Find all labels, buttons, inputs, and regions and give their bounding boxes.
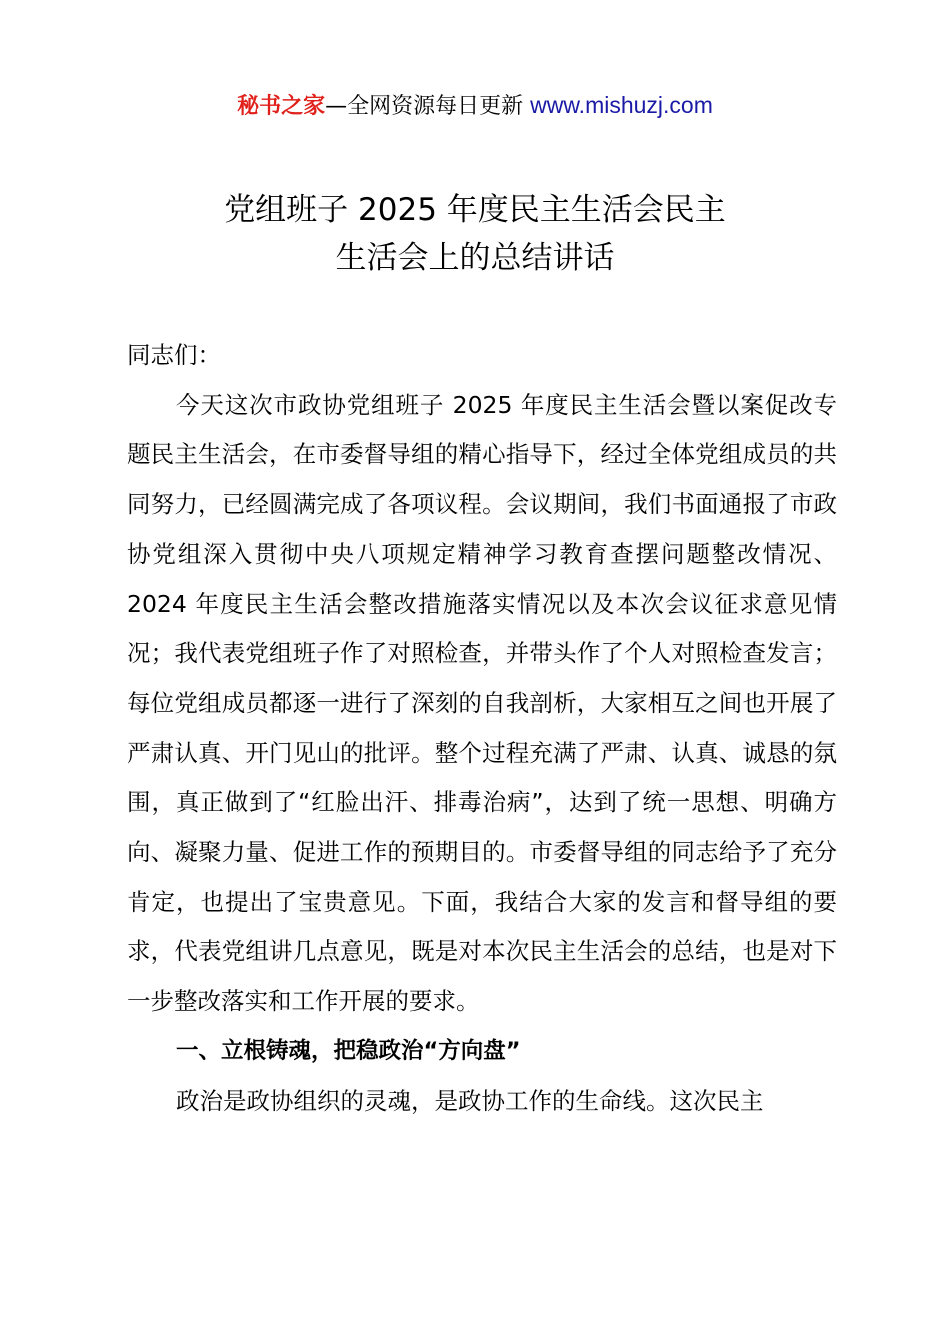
site-brand: 秘书之家 xyxy=(237,94,326,119)
paragraph-2: 政治是政协组织的灵魂，是政协工作的生命线。这次民主 xyxy=(176,1086,764,1115)
title-line-1: 党组班子 2025 年度民主生活会民主 xyxy=(224,192,726,228)
site-tagline: —全网资源每日更新 xyxy=(325,94,524,119)
document-body xyxy=(127,331,837,1126)
salutation: 同志们： xyxy=(127,341,221,369)
paragraph-1: 今天这次市政协党组班子 2025 年度民主生活会暨以案促改专题民主生活会，在市委督导组的精心指导下，经过全体党组成员的共同努力，已经圆满完成了各项议程。会议期间，我们书面通报了市政协党组深入贯彻中央八项规定精神学习教育查摆问题整改情况、2024 年度民主生活会整改措施落实情况以及本次会议征求意见情况；我代表党组班子作了对照检查，并带头作了个人对照检查发言；每位党组成员都逐一进行了深刻的自我剖析，大家相互之间也开展了严肃认真、开门见山的批评。整个过程充满了严肃、认真、诚恳的氛围，真正做到了“红脸出汗、排毒治病”，达到了统一思想、明确方向、凝聚力量、促进工作的预期目的。市委督导组的同志给予了充分肯定，也提出了宝贵意见。下面，我结合大家的发言和督导组的要求，代表党组讲几点意见，既是对本次民主生活会的总结，也是对下一步整改落实和工作开展的要求。 xyxy=(127,390,837,1016)
site-header xyxy=(0,90,950,122)
document-title xyxy=(0,186,950,282)
site-url-link[interactable]: www.mishuzj.com xyxy=(530,92,713,118)
section-heading-1: 一、立根铸魂，把稳政治“方向盘” xyxy=(176,1037,521,1064)
title-line-2: 生活会上的总结讲话 xyxy=(335,240,615,276)
